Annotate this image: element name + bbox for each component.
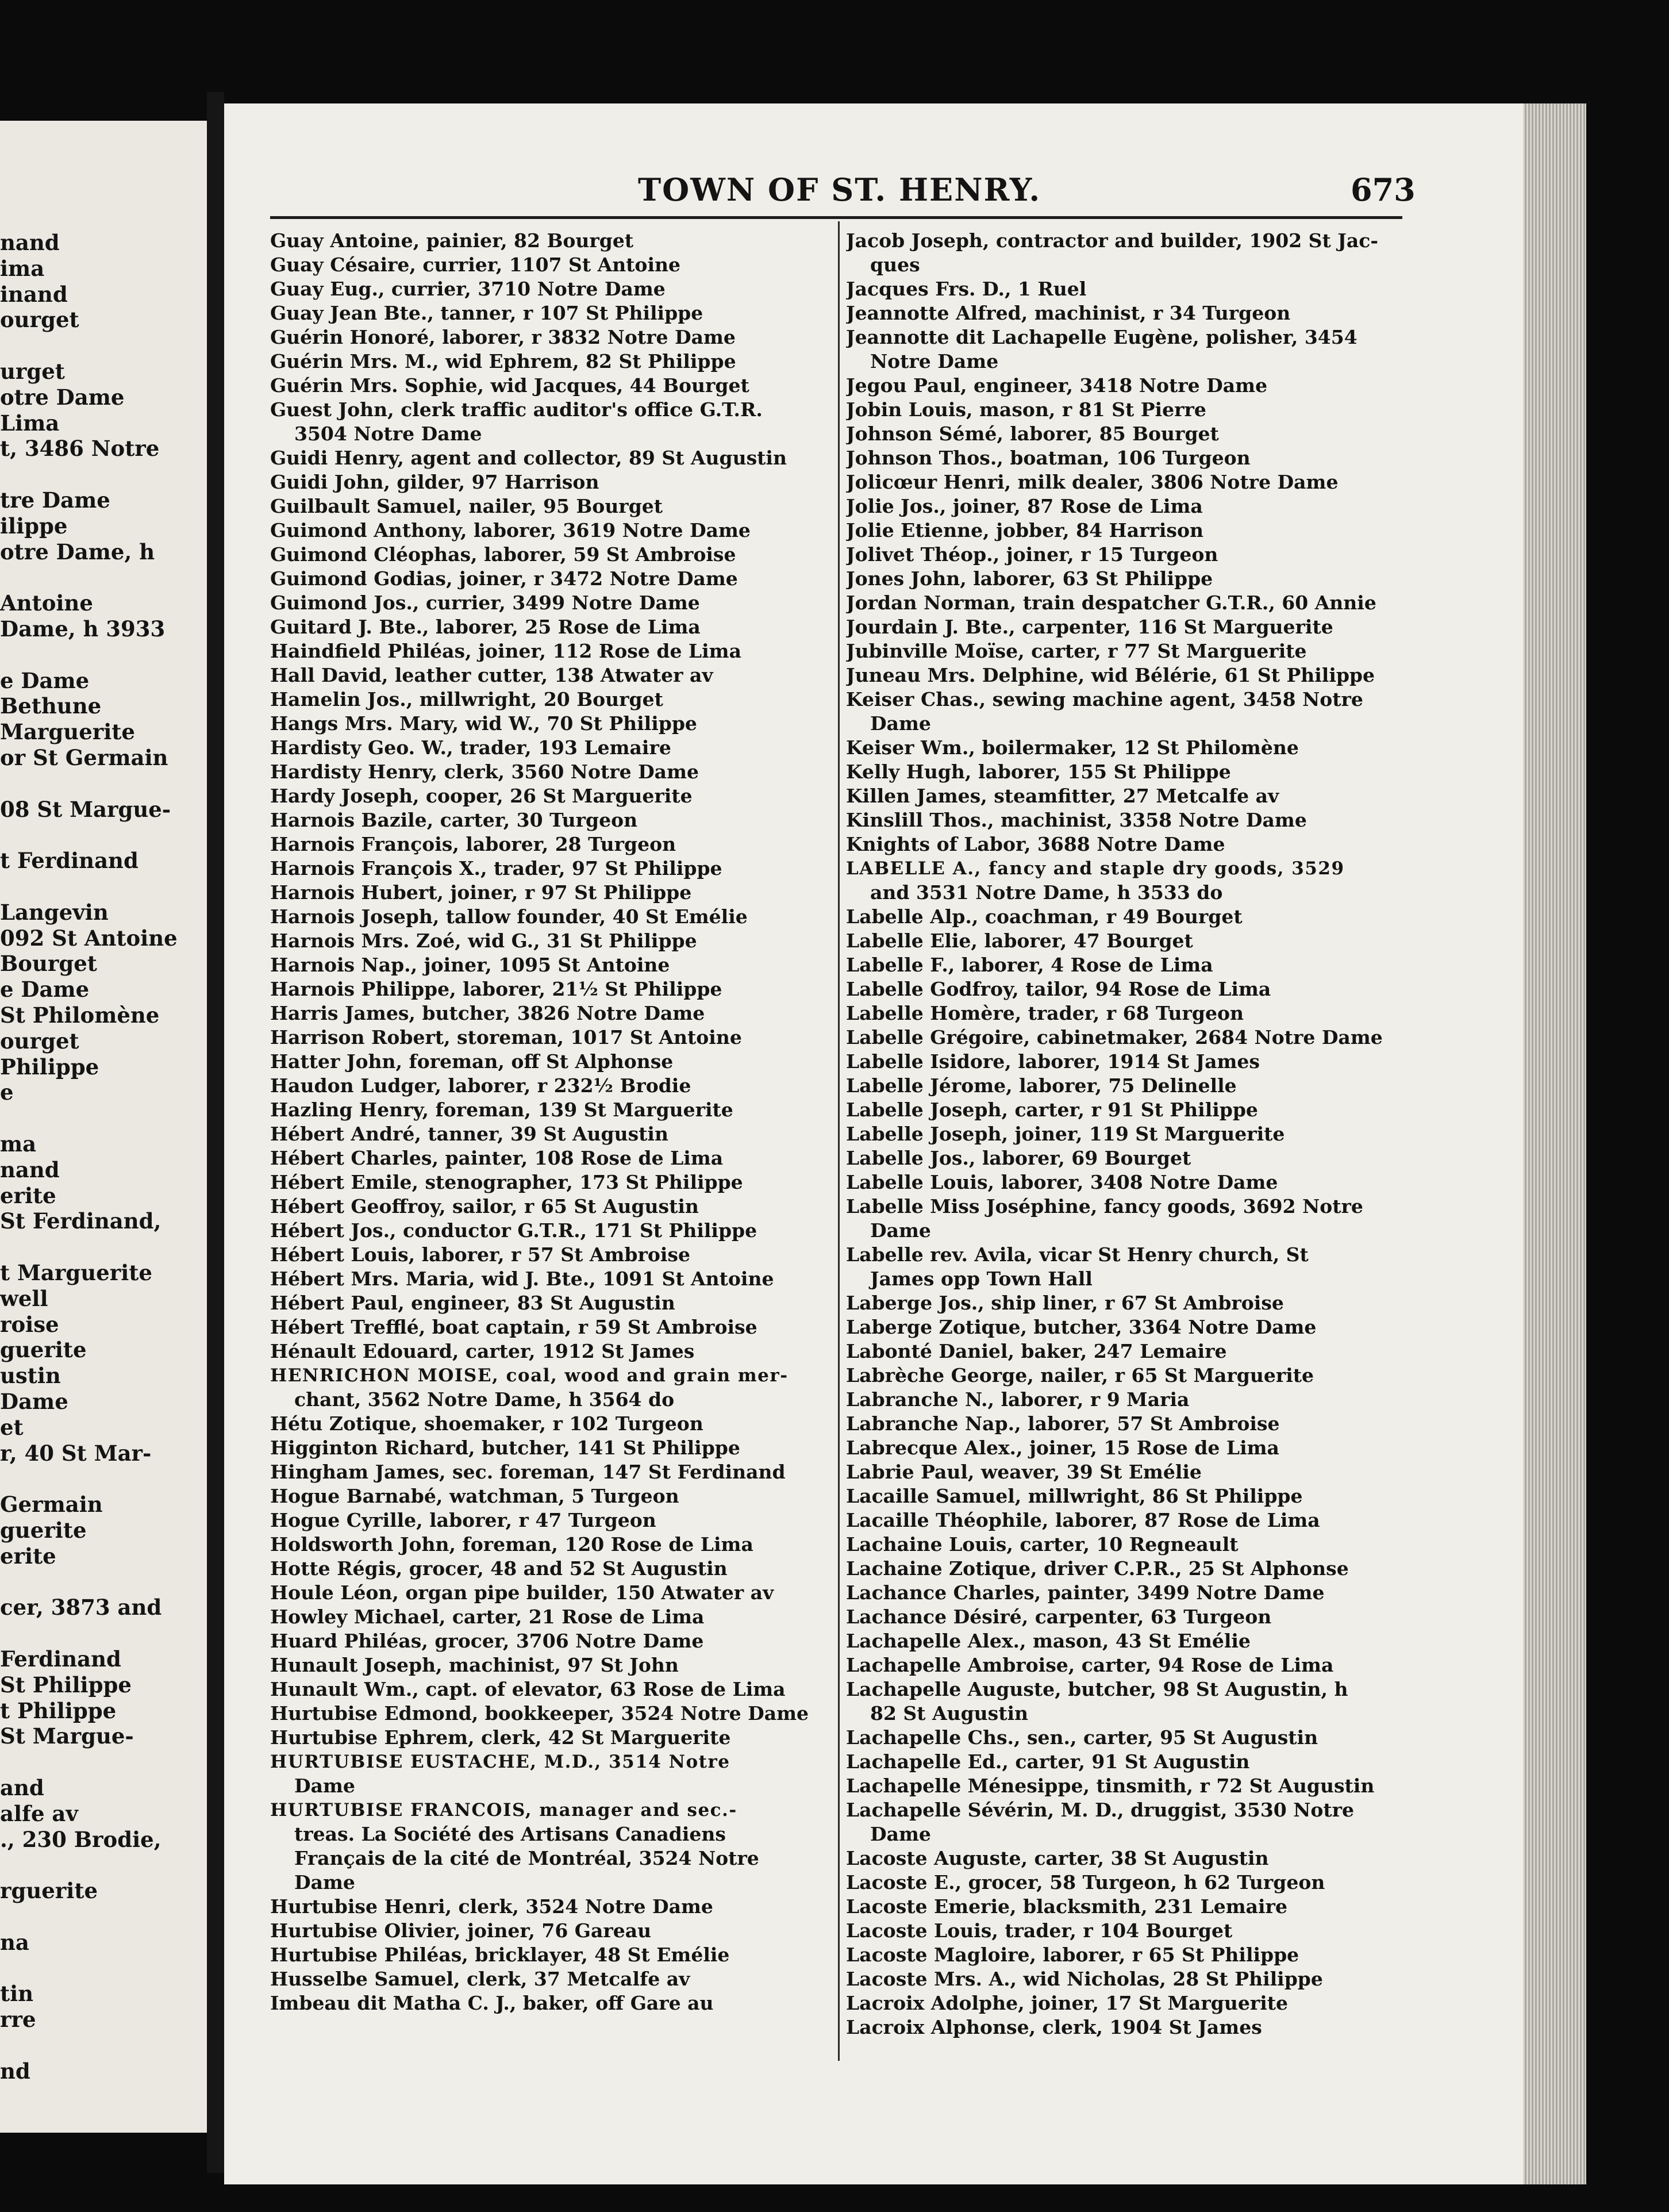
directory-entry: Hunault Wm., capt. of elevator, 63 Rose de Lima [270, 1678, 786, 1700]
directory-entry: Hétu Zotique, shoemaker, r 102 Turgeon [270, 1412, 703, 1435]
directory-entry: HURTUBISE EUSTACHE, M.D., 3514 Notre [270, 1752, 730, 1772]
facing-page-line: nand [0, 1157, 60, 1182]
directory-entry: Johnson Sémé, laborer, 85 Bourget [846, 423, 1219, 445]
directory-entry: Lachapelle Sévérin, M. D., druggist, 3530 Notre [846, 1799, 1355, 1821]
facing-page-line: St Margue- [0, 1723, 134, 1749]
directory-entry: Guay Jean Bte., tanner, r 107 St Philippe [270, 302, 703, 324]
facing-page-line: well [0, 1285, 48, 1311]
directory-entry: Husselbe Samuel, clerk, 37 Metcalfe av [270, 1968, 690, 1990]
directory-entry: Harnois Hubert, joiner, r 97 St Philippe [270, 881, 692, 904]
facing-page-line: 08 St Margue- [0, 796, 171, 822]
facing-page-line: 092 St Antoine [0, 925, 178, 951]
directory-entry: Labelle Miss Joséphine, fancy goods, 3692 Notre [846, 1195, 1363, 1218]
directory-entry: Hardy Joseph, cooper, 26 St Marguerite [270, 785, 693, 807]
directory-entry: Lacoste Magloire, laborer, r 65 St Philippe [846, 1944, 1299, 1966]
directory-entry: HURTUBISE FRANCOIS, manager and sec.- [270, 1800, 737, 1821]
facing-page-line: erite [0, 1543, 56, 1569]
facing-page-line: tin [0, 1981, 34, 2007]
directory-entry: Jordan Norman, train despatcher G.T.R., 60 Annie [846, 592, 1376, 614]
facing-page-line: e Dame [0, 667, 90, 693]
facing-page-line: Lima [0, 410, 60, 436]
directory-entry: Lacoste Auguste, carter, 38 St Augustin [846, 1847, 1269, 1869]
directory-entry: Huard Philéas, grocer, 3706 Notre Dame [270, 1630, 704, 1652]
directory-entry: Guérin Mrs. Sophie, wid Jacques, 44 Bourget [270, 374, 749, 397]
directory-entry: Houle Léon, organ pipe builder, 150 Atwater av [270, 1581, 774, 1604]
directory-entry: Hazling Henry, foreman, 139 St Marguerite [270, 1099, 733, 1121]
directory-entry: Labrèche George, nailer, r 65 St Marguerite [846, 1364, 1314, 1387]
directory-entry: Hénault Edouard, carter, 1912 St James [270, 1340, 695, 1362]
directory-entry: Labelle rev. Avila, vicar St Henry church, St [846, 1243, 1309, 1266]
facing-page-line: and [0, 1775, 44, 1800]
facing-page-line: Langevin [0, 899, 109, 925]
directory-entry-continuation: and 3531 Notre Dame, h 3533 do [870, 881, 1223, 904]
directory-column-left [270, 229, 828, 2015]
directory-entry-continuation: Dame [870, 712, 931, 735]
facing-page-line: erite [0, 1182, 56, 1208]
directory-entry: Harnois Mrs. Zoé, wid G., 31 St Philippe [270, 930, 697, 952]
directory-entry: Lachapelle Ménesippe, tinsmith, r 72 St Augustin [846, 1775, 1375, 1797]
directory-entry-continuation: chant, 3562 Notre Dame, h 3564 do [294, 1388, 675, 1411]
directory-entry: Hurtubise Henri, clerk, 3524 Notre Dame [270, 1895, 713, 1918]
directory-entry-continuation: Dame [294, 1871, 355, 1894]
directory-entry: Lacoste Mrs. A., wid Nicholas, 28 St Philippe [846, 1968, 1323, 1990]
facing-page-line: nd [0, 2058, 30, 2084]
directory-column-right [846, 229, 1409, 2040]
directory-entry: Johnson Thos., boatman, 106 Turgeon [846, 447, 1251, 469]
directory-entry: Kinslill Thos., machinist, 3358 Notre Dame [846, 809, 1307, 831]
facing-page-line: Ferdinand [0, 1646, 121, 1672]
directory-entry: Harnois Joseph, tallow founder, 40 St Emélie [270, 905, 748, 928]
directory-entry: Haudon Ludger, laborer, r 232½ Brodie [270, 1074, 691, 1097]
directory-entry: Labonté Daniel, baker, 247 Lemaire [846, 1340, 1227, 1362]
directory-entry: Labelle Joseph, carter, r 91 St Philippe [846, 1099, 1258, 1121]
facing-page-line: Philippe [0, 1054, 99, 1080]
directory-entry: Juneau Mrs. Delphine, wid Bélérie, 61 St Philippe [846, 664, 1375, 686]
directory-entry: Guitard J. Bte., laborer, 25 Rose de Lima [270, 616, 701, 638]
facing-page-line: guerite [0, 1337, 87, 1363]
directory-entry: Guidi John, gilder, 97 Harrison [270, 471, 599, 493]
directory-entry-continuation: Dame [870, 1823, 931, 1845]
directory-entry: Jolivet Théop., joiner, r 15 Turgeon [846, 543, 1218, 566]
directory-entry-continuation: Dame [870, 1219, 931, 1242]
directory-entry: Jacob Joseph, contractor and builder, 1902 St Jac- [846, 229, 1379, 252]
directory-entry: Hall David, leather cutter, 138 Atwater av [270, 664, 713, 686]
directory-entry: Lachapelle Ed., carter, 91 St Augustin [846, 1750, 1250, 1773]
running-head: TOWN OF ST. HENRY. [638, 171, 1041, 208]
facing-page-fragment [0, 121, 207, 2133]
directory-entry: Lacaille Théophile, laborer, 87 Rose de Lima [846, 1509, 1320, 1531]
directory-entry: Hardisty Henry, clerk, 3560 Notre Dame [270, 761, 699, 783]
directory-entry: Guimond Cléophas, laborer, 59 St Ambroise [270, 543, 736, 566]
facing-page-line: Bethune [0, 693, 102, 719]
facing-page-line: t Ferdinand [0, 848, 139, 874]
directory-entry: Howley Michael, carter, 21 Rose de Lima [270, 1606, 705, 1628]
directory-entry: Guilbault Samuel, nailer, 95 Bourget [270, 495, 663, 517]
directory-entry: Lacoste E., grocer, 58 Turgeon, h 62 Turgeon [846, 1871, 1325, 1894]
facing-page-line: St Ferdinand, [0, 1208, 161, 1234]
directory-entry: Hurtubise Philéas, bricklayer, 48 St Emélie [270, 1944, 730, 1966]
directory-entry: Lachance Charles, painter, 3499 Notre Dame [846, 1581, 1325, 1604]
directory-entry: Lachapelle Chs., sen., carter, 95 St Augustin [846, 1726, 1318, 1749]
facing-page-line: na [0, 1929, 29, 1955]
directory-entry-continuation: Notre Dame [870, 350, 999, 372]
directory-entry: Hardisty Geo. W., trader, 193 Lemaire [270, 736, 671, 759]
directory-entry: Guidi Henry, agent and collector, 89 St Augustin [270, 447, 787, 469]
facing-page-line: ourget [0, 1028, 79, 1054]
directory-entry: Guimond Godias, joiner, r 3472 Notre Dame [270, 567, 738, 590]
directory-entry: Guimond Jos., currier, 3499 Notre Dame [270, 592, 700, 614]
facing-page-line: inand [0, 281, 68, 307]
facing-page-line: St Philomène [0, 1003, 160, 1028]
directory-entry: Labelle Alp., coachman, r 49 Bourget [846, 905, 1243, 928]
facing-page-line: t Marguerite [0, 1260, 152, 1285]
directory-entry: Harnois Philippe, laborer, 21½ St Philippe [270, 978, 722, 1000]
directory-entry: Harnois Nap., joiner, 1095 St Antoine [270, 954, 670, 976]
directory-entry: Labelle Godfroy, tailor, 94 Rose de Lima [846, 978, 1271, 1000]
directory-entry: Lacroix Alphonse, clerk, 1904 St James [846, 2016, 1262, 2038]
directory-entry: Labranche N., laborer, r 9 Maria [846, 1388, 1190, 1411]
directory-entry: Imbeau dit Matha C. J., baker, off Gare au [270, 1992, 714, 2014]
page-edges [1523, 103, 1586, 2184]
directory-entry: Harnois Bazile, carter, 30 Turgeon [270, 809, 638, 831]
directory-entry: Lacoste Emerie, blacksmith, 231 Lemaire [846, 1895, 1287, 1918]
directory-entry: Hébert Geoffroy, sailor, r 65 St Augustin [270, 1195, 699, 1218]
directory-entry: HENRICHON MOISE, coal, wood and grain mer- [270, 1365, 789, 1386]
directory-entry: Hurtubise Edmond, bookkeeper, 3524 Notre Dame [270, 1702, 809, 1725]
directory-entry: Labelle Jérome, laborer, 75 Delinelle [846, 1074, 1237, 1097]
facing-page-line: tre Dame [0, 487, 110, 513]
facing-page-line: Dame [0, 1389, 68, 1414]
directory-entry-continuation: Français de la cité de Montréal, 3524 Notre [294, 1847, 759, 1869]
directory-entry: Lachance Désiré, carpenter, 63 Turgeon [846, 1606, 1272, 1628]
directory-entry: Guérin Mrs. M., wid Ephrem, 82 St Philippe [270, 350, 736, 372]
page-number: 673 [1351, 171, 1416, 208]
facing-page-line: urget [0, 359, 65, 384]
facing-page-line: Marguerite [0, 719, 135, 745]
directory-entry: Labelle F., laborer, 4 Rose de Lima [846, 954, 1213, 976]
directory-entry-continuation: 82 St Augustin [870, 1702, 1028, 1725]
facing-page-line: Germain [0, 1492, 103, 1518]
facing-page-line: nand [0, 230, 60, 255]
directory-entry: Lachaine Louis, carter, 10 Regneault [846, 1533, 1239, 1556]
column-rule [838, 221, 840, 2061]
directory-entry: Jolicœur Henri, milk dealer, 3806 Notre Dame [846, 471, 1339, 493]
directory-entry-continuation: ques [870, 254, 920, 276]
facing-page-line: ustin [0, 1363, 61, 1389]
directory-entry: Harnois François, laborer, 28 Turgeon [270, 833, 676, 855]
directory-entry: Hébert Trefflé, boat captain, r 59 St Ambroise [270, 1316, 757, 1338]
directory-entry: Jegou Paul, engineer, 3418 Notre Dame [846, 374, 1268, 397]
facing-page-line: ma [0, 1131, 37, 1157]
directory-entry: Guest John, clerk traffic auditor's office G.T.R. [270, 398, 763, 421]
facing-page-line: otre Dame [0, 384, 125, 410]
facing-page-line: r, 40 St Mar- [0, 1440, 152, 1466]
directory-entry: Labrecque Alex., joiner, 15 Rose de Lima [846, 1437, 1279, 1459]
directory-entry: Harris James, butcher, 3826 Notre Dame [270, 1002, 705, 1024]
directory-entry: Hogue Barnabé, watchman, 5 Turgeon [270, 1485, 679, 1507]
directory-entry: Harrison Robert, storeman, 1017 St Antoine [270, 1026, 742, 1049]
directory-entry: Keiser Wm., boilermaker, 12 St Philomène [846, 736, 1299, 759]
directory-entry-continuation: treas. La Société des Artisans Canadiens [294, 1823, 726, 1845]
facing-page-line: Bourget [0, 951, 97, 977]
directory-entry: Hébert Louis, laborer, r 57 St Ambroise [270, 1243, 690, 1266]
directory-entry: Jubinville Moïse, carter, r 77 St Marguerite [846, 640, 1307, 662]
facing-page-line: otre Dame, h [0, 539, 155, 564]
facing-page-line: rre [0, 2007, 36, 2033]
directory-entry: Holdsworth John, foreman, 120 Rose de Lima [270, 1533, 753, 1556]
directory-entry-continuation: 3504 Notre Dame [294, 423, 482, 445]
directory-entry: Labelle Homère, trader, r 68 Turgeon [846, 1002, 1244, 1024]
directory-entry: Hurtubise Ephrem, clerk, 42 St Marguerite [270, 1726, 731, 1749]
facing-page-line: e Dame [0, 977, 90, 1003]
directory-entry: Lachapelle Alex., mason, 43 St Emélie [846, 1630, 1251, 1652]
directory-entry: Jourdain J. Bte., carpenter, 116 St Marguerite [846, 616, 1333, 638]
facing-page-line: t, 3486 Notre [0, 436, 160, 462]
directory-entry: Jones John, laborer, 63 St Philippe [846, 567, 1213, 590]
directory-entry: Lacoste Louis, trader, r 104 Bourget [846, 1919, 1233, 1942]
directory-entry: Hébert Emile, stenographer, 173 St Philippe [270, 1171, 743, 1193]
facing-page-line: e [0, 1080, 14, 1105]
directory-entry: Hatter John, foreman, off St Alphonse [270, 1050, 674, 1073]
directory-entry: Haindfield Philéas, joiner, 112 Rose de Lima [270, 640, 741, 662]
directory-entry: Labelle Isidore, laborer, 1914 St James [846, 1050, 1260, 1073]
facing-page-line: ilippe [0, 513, 68, 539]
directory-entry: Jacques Frs. D., 1 Ruel [846, 278, 1087, 300]
book-gutter [207, 92, 224, 2173]
facing-page-line: cer, 3873 and [0, 1595, 162, 1620]
directory-entry: Guay Antoine, painier, 82 Bourget [270, 229, 634, 252]
directory-entry: Lachaine Zotique, driver C.P.R., 25 St Alphonse [846, 1557, 1349, 1580]
facing-page-line: Antoine [0, 590, 93, 616]
directory-entry: Jobin Louis, mason, r 81 St Pierre [846, 398, 1206, 421]
directory-entry: Hébert Charles, painter, 108 Rose de Lima [270, 1147, 724, 1169]
directory-entry: Labelle Grégoire, cabinetmaker, 2684 Notre Dame [846, 1026, 1383, 1049]
directory-entry: Killen James, steamfitter, 27 Metcalfe av [846, 785, 1279, 807]
directory-entry: Hébert Mrs. Maria, wid J. Bte., 1091 St Antoine [270, 1268, 774, 1290]
directory-entry: Labranche Nap., laborer, 57 St Ambroise [846, 1412, 1280, 1435]
directory-entry: Higginton Richard, butcher, 141 St Philippe [270, 1437, 740, 1459]
directory-entry: Keiser Chas., sewing machine agent, 3458 Notre [846, 688, 1363, 711]
directory-entry: LABELLE A., fancy and staple dry goods, 3529 [846, 858, 1345, 879]
directory-entry: Lachapelle Ambroise, carter, 94 Rose de Lima [846, 1654, 1334, 1676]
facing-page-line: Dame, h 3933 [0, 616, 166, 642]
directory-entry: Hurtubise Olivier, joiner, 76 Gareau [270, 1919, 652, 1942]
directory-entry: Labelle Louis, laborer, 3408 Notre Dame [846, 1171, 1278, 1193]
facing-page-line: ourget [0, 307, 79, 333]
directory-entry: Labelle Elie, laborer, 47 Bourget [846, 930, 1193, 952]
facing-page-line: St Philippe [0, 1672, 132, 1698]
directory-entry: Guérin Honoré, laborer, r 3832 Notre Dame [270, 326, 736, 348]
directory-entry: Jolie Jos., joiner, 87 Rose de Lima [846, 495, 1203, 517]
directory-entry: Hébert Jos., conductor G.T.R., 171 St Philippe [270, 1219, 757, 1242]
facing-page-line: rguerite [0, 1878, 98, 1904]
directory-entry: Guay Césaire, currier, 1107 St Antoine [270, 254, 680, 276]
directory-entry: Lacaille Samuel, millwright, 86 St Philippe [846, 1485, 1303, 1507]
directory-entry: Lacroix Adolphe, joiner, 17 St Marguerite [846, 1992, 1288, 2014]
directory-entry: Laberge Jos., ship liner, r 67 St Ambroise [846, 1292, 1284, 1314]
directory-entry: Hamelin Jos., millwright, 20 Bourget [270, 688, 663, 711]
facing-page-line: t Philippe [0, 1698, 117, 1723]
directory-entry-continuation: James opp Town Hall [870, 1268, 1093, 1290]
directory-entry: Kelly Hugh, laborer, 155 St Philippe [846, 761, 1231, 783]
facing-page-line: roise [0, 1311, 59, 1337]
directory-entry: Hogue Cyrille, laborer, r 47 Turgeon [270, 1509, 656, 1531]
directory-entry: Hotte Régis, grocer, 48 and 52 St Augustin [270, 1557, 728, 1580]
facing-page-line: et [0, 1414, 24, 1440]
directory-entry: Hébert André, tanner, 39 St Augustin [270, 1123, 668, 1145]
directory-entry: Guay Eug., currier, 3710 Notre Dame [270, 278, 666, 300]
directory-entry: Hingham James, sec. foreman, 147 St Ferdinand [270, 1461, 786, 1483]
directory-entry: Jolie Etienne, jobber, 84 Harrison [846, 519, 1203, 542]
facing-page-line: ., 230 Brodie, [0, 1826, 161, 1852]
directory-entry: Hangs Mrs. Mary, wid W., 70 St Philippe [270, 712, 697, 735]
directory-entry-continuation: Dame [294, 1775, 355, 1797]
directory-entry: Hunault Joseph, machinist, 97 St John [270, 1654, 679, 1676]
facing-page-line: ima [0, 255, 45, 281]
directory-entry: Lachapelle Auguste, butcher, 98 St Augustin, h [846, 1678, 1348, 1700]
directory-entry: Laberge Zotique, butcher, 3364 Notre Dame [846, 1316, 1317, 1338]
directory-entry: Hébert Paul, engineer, 83 St Augustin [270, 1292, 675, 1314]
header-rule [270, 216, 1402, 219]
directory-entry: Jeannotte Alfred, machinist, r 34 Turgeon [846, 302, 1291, 324]
directory-entry: Labelle Joseph, joiner, 119 St Marguerite [846, 1123, 1285, 1145]
facing-page-line: alfe av [0, 1800, 78, 1826]
directory-entry: Jeannotte dit Lachapelle Eugène, polisher, 3454 [846, 326, 1357, 348]
facing-page-line: guerite [0, 1518, 87, 1543]
directory-entry: Harnois François X., trader, 97 St Philippe [270, 857, 722, 880]
facing-page-line: or St Germain [0, 745, 168, 770]
directory-entry: Guimond Anthony, laborer, 3619 Notre Dame [270, 519, 751, 542]
directory-entry: Labelle Jos., laborer, 69 Bourget [846, 1147, 1191, 1169]
directory-entry: Labrie Paul, weaver, 39 St Emélie [846, 1461, 1202, 1483]
directory-entry: Knights of Labor, 3688 Notre Dame [846, 833, 1225, 855]
